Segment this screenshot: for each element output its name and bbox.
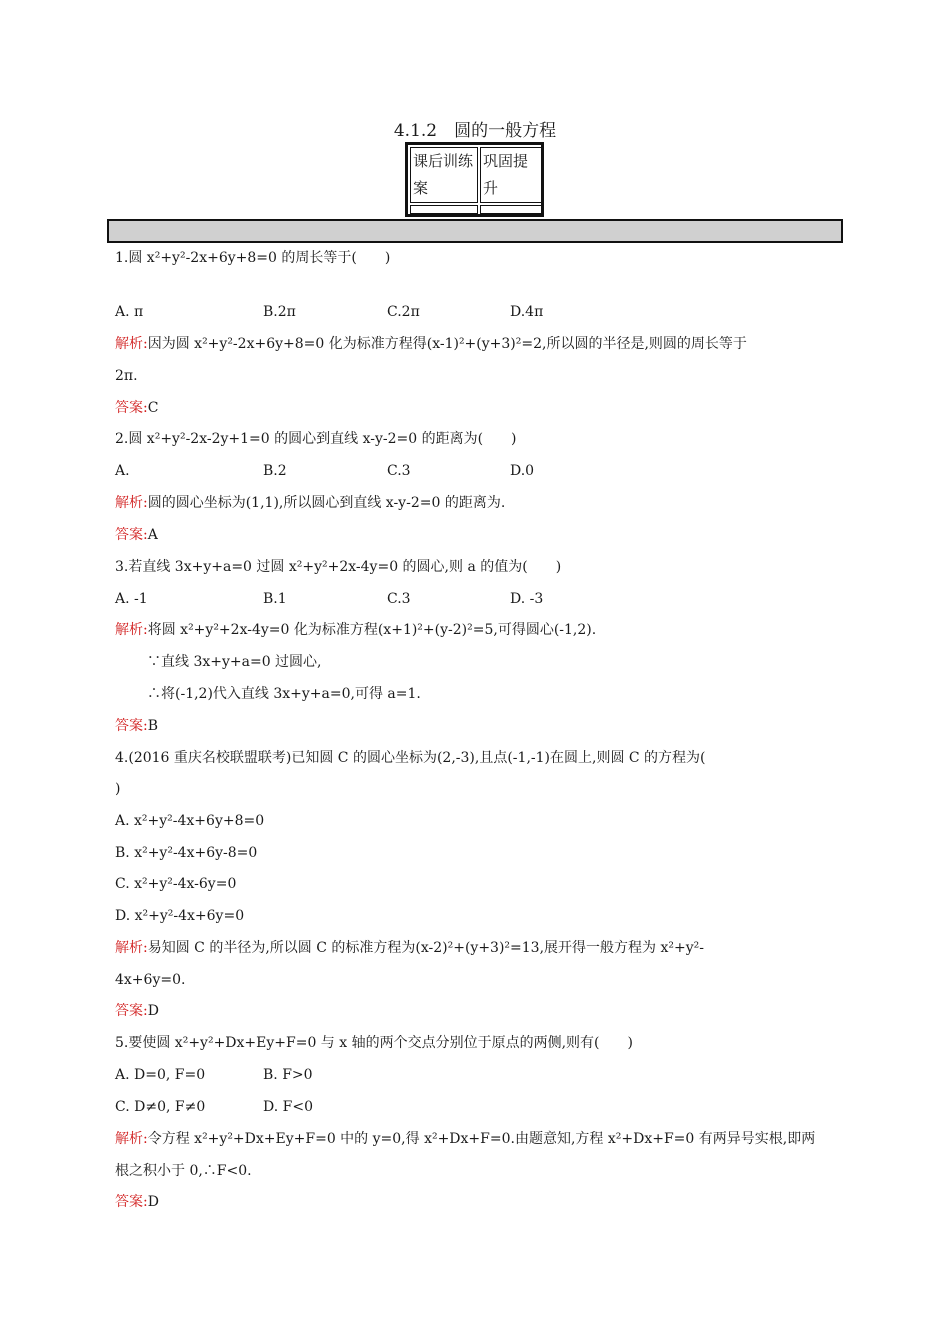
q4-analysis-text: 易知圆 C 的半径为,所以圆 C 的标准方程为(x-2)²+(y+3)²=13,展开得一般方程为 x²+y²- (147, 940, 704, 956)
q2-analysis-label: 解析: (115, 495, 148, 511)
q3-option-d: D. -3 (510, 591, 544, 607)
q5-option-a: A. D=0, F=0 (115, 1067, 206, 1083)
q4-analysis (115, 938, 704, 958)
q1-analysis-cont: 2π. (115, 368, 138, 384)
q3-analysis-label: 解析: (115, 622, 148, 638)
q2-analysis-text: 圆的圆心坐标为(1,1),所以圆心到直线 x-y-2=0 的距离为. (147, 495, 506, 511)
q5-analysis (115, 1129, 815, 1149)
q3-analysis-step3: ∴将(-1,2)代入直线 3x+y+a=0,可得 a=1. (147, 686, 421, 702)
q5-option-d: D. F<0 (263, 1099, 313, 1115)
q1-option-c: C.2π (387, 304, 420, 320)
q2-answer-value: A (147, 527, 158, 543)
q3-analysis-text: 将圆 x²+y²+2x-4y=0 化为标准方程(x+1)²+(y-2)²=5,可得圆心(-1,2). (147, 622, 597, 638)
q3-option-b: B.1 (263, 591, 287, 607)
q1-option-d: D.4π (510, 304, 544, 320)
section-divider-bar (107, 219, 843, 243)
q3-stem: 3.若直线 3x+y+a=0 过圆 x²+y²+2x-4y=0 的圆心,则 a 的值为( ) (115, 559, 562, 575)
q4-answer (115, 1001, 159, 1021)
q3-answer-value: B (147, 718, 159, 734)
tag-cell-empty-right (480, 205, 542, 214)
q3-option-c: C.3 (387, 591, 411, 607)
q3-answer (115, 716, 158, 736)
q3-answer-label: 答案: (115, 718, 148, 734)
q5-option-c: C. D≠0, F≠0 (115, 1099, 206, 1115)
q4-analysis-label: 解析: (115, 940, 148, 956)
q2-stem: 2.圆 x²+y²-2x-2y+1=0 的圆心到直线 x-y-2=0 的距离为( ) (115, 431, 517, 447)
q2-option-a: A. (115, 463, 130, 479)
q5-analysis-cont: 根之积小于 0,∴F<0. (115, 1163, 252, 1179)
q3-option-a: A. -1 (115, 591, 148, 607)
q2-answer-label: 答案: (115, 527, 148, 543)
tag-cell-consolidate: 巩固提升 (480, 147, 542, 203)
q1-answer (115, 398, 158, 418)
q1-analysis-text: 因为圆 x²+y²-2x+6y+8=0 化为标准方程得(x-1)²+(y+3)²=2,所以圆的半径是,则圆的周长等于 (147, 336, 747, 352)
q5-stem: 5.要使圆 x²+y²+Dx+Ey+F=0 与 x 轴的两个交点分别位于原点的两侧,则有( ) (115, 1035, 633, 1051)
q5-option-b: B. F>0 (263, 1067, 313, 1083)
q4-option-b: B. x²+y²-4x+6y-8=0 (115, 845, 258, 861)
q1-option-b: B.2π (263, 304, 296, 320)
q5-analysis-text: 令方程 x²+y²+Dx+Ey+F=0 中的 y=0,得 x²+Dx+F=0.由题意知,方程 x²+Dx+F=0 有两异号实根,即两 (147, 1131, 816, 1147)
q1-answer-value: C (147, 400, 159, 416)
q5-analysis-label: 解析: (115, 1131, 148, 1147)
q3-analysis (115, 620, 596, 640)
q1-stem: 1.圆 x²+y²-2x+6y+8=0 的周长等于( ) (115, 250, 391, 266)
q1-answer-label: 答案: (115, 400, 148, 416)
q1-analysis (115, 334, 747, 354)
q1-analysis-label: 解析: (115, 336, 148, 352)
q5-answer-label: 答案: (115, 1194, 148, 1210)
q4-option-a: A. x²+y²-4x+6y+8=0 (115, 813, 265, 829)
q4-stem: 4.(2016 重庆名校联盟联考)已知圆 C 的圆心坐标为(2,-3),且点(-1,-1)在圆上,则圆 C 的方程为( (115, 750, 706, 766)
tag-cell-training: 课后训练案 (410, 147, 478, 203)
q2-option-d: D.0 (510, 463, 535, 479)
q3-analysis-step2: ∵直线 3x+y+a=0 过圆心, (147, 654, 322, 670)
q2-option-b: B.2 (263, 463, 287, 479)
q5-answer (115, 1192, 159, 1212)
section-tag-table (405, 142, 544, 217)
q5-answer-value: D (147, 1194, 159, 1210)
page-title: 4.1.2 圆的一般方程 (393, 121, 557, 141)
q4-stem-cont: ) (115, 781, 121, 797)
tag-cell-empty-left (410, 205, 478, 214)
q2-analysis (115, 493, 505, 513)
q4-option-d: D. x²+y²-4x+6y=0 (115, 908, 245, 924)
q1-option-a: A. π (115, 304, 144, 320)
q2-answer (115, 525, 158, 545)
q4-analysis-cont: 4x+6y=0. (115, 972, 186, 988)
q4-option-c: C. x²+y²-4x-6y=0 (115, 876, 237, 892)
q4-answer-value: D (147, 1003, 159, 1019)
q4-answer-label: 答案: (115, 1003, 148, 1019)
q2-option-c: C.3 (387, 463, 411, 479)
